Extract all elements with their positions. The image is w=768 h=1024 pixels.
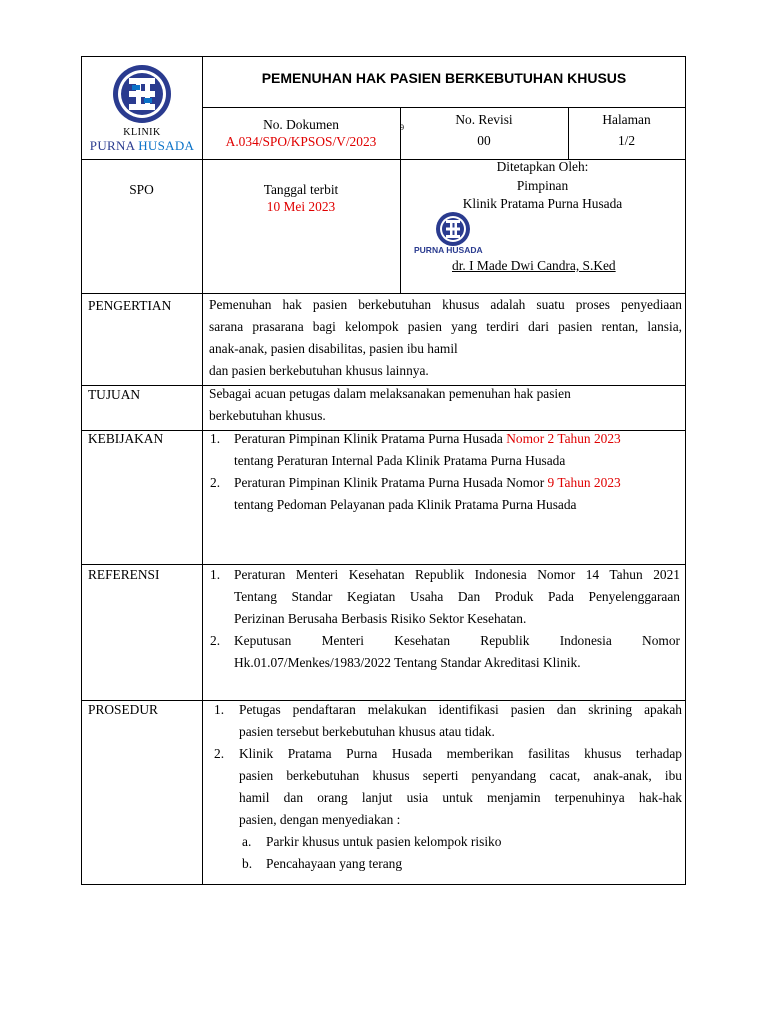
list-item [210,564,680,630]
page-label: Halaman [602,112,651,127]
clinic-stamp [411,211,501,261]
pengertian-line: Pemenuhan hak pasien berkebutuhan khusus adalah suatu proses penyediaan [209,297,682,312]
clinic-logo [86,64,198,156]
prosedur-line: Petugas pendaftaran melakukan identifikasi pasien dan skrining apakah [239,702,682,717]
pengertian-line: sarana prasarana bagi kelompok pasien yang terdiri dari pasien rentan, lansia, [209,319,682,334]
prosedur-sublist [214,831,682,875]
issue-date-cell [202,181,400,215]
kebijakan-ref: Nomor 2 Tahun 2023 [506,431,621,446]
prosedur-list [214,699,682,875]
prosedur-line: hamil dan orang lanjut usia untuk menjamin terpenuhinya hak-hak [239,790,682,805]
sub-list-item [242,853,682,875]
stray-mark: 9 [400,123,404,132]
referensi-line: Hk.01.07/Menkes/1983/2022 Tentang Standar Akreditasi Klinik. [234,655,581,670]
kebijakan-text: Peraturan Pimpinan Klinik Pratama Purna Husada [234,431,507,446]
logo-label-top: KLINIK [123,127,161,138]
issue-date-value: 10 Mei 2023 [266,199,336,214]
list-number: 1. [210,431,221,446]
sub-list-text: Pencahayaan yang terang [266,856,403,871]
sub-list-item [242,831,682,853]
prosedur-line: pasien tersebut berkebutuhan khusus atau tidak. [239,724,495,739]
doc-number-value: A.034/SPO/KPSOS/V/2023 [225,134,377,149]
tujuan-line: Sebagai acuan petugas dalam melaksanakan pemenuhan hak pasien [209,386,571,401]
prosedur-label: PROSEDUR [88,702,158,717]
referensi-line: Tentang Standar Kegiatan Usaha Dan Produk Pada Penyelenggaraan [234,589,680,604]
stamp-label: PURNA HUSADA [414,245,483,255]
revision-label: No. Revisi [455,112,513,127]
logo-word-purna: PURNA [89,138,135,153]
revision-cell [400,109,568,151]
referensi-line: Perizinan Berusaha Berbasis Risiko Sektor Kesehatan. [234,611,527,626]
referensi-label: REFERENSI [88,567,160,582]
list-item [210,630,680,674]
doc-number-label: No. Dokumen [263,117,339,132]
kebijakan-label: KEBIJAKAN [88,431,164,446]
sub-list-letter: b. [242,856,253,871]
approved-by-label: Ditetapkan Oleh: [496,159,589,174]
tujuan-line: berkebutuhan khusus. [209,408,326,423]
sub-list-text: Parkir khusus untuk pasien kelompok risiko [266,834,502,849]
page-cell [568,109,685,151]
approver-title: Pimpinan [516,177,569,193]
list-number: 2. [210,633,221,648]
pengertian-line: dan pasien berkebutuhan khusus lainnya. [209,363,429,378]
doc-number-cell [202,116,400,150]
spo-label: SPO [129,182,154,197]
approval-cell [400,158,685,214]
kebijakan-list [210,428,680,516]
sub-list-letter: a. [242,834,252,849]
list-item [214,743,682,831]
pengertian-line: anak-anak, pasien disabilitas, pasien ibu hamil [209,341,458,356]
logo-word-husada: HUSADA [138,138,195,153]
prosedur-line: pasien, dengan menyediakan : [239,812,401,827]
kebijakan-ref: 9 Tahun 2023 [547,475,621,490]
pengertian-label: PENGERTIAN [88,298,172,313]
page-value: 1/2 [617,133,636,148]
list-item [214,699,682,743]
tujuan-label: TUJUAN [88,387,141,402]
revision-value: 00 [477,133,491,148]
list-number: 1. [214,702,225,717]
referensi-list [210,564,680,674]
clinic-logo-icon [86,64,198,130]
kebijakan-text-cont: tentang Peraturan Internal Pada Klinik Pratama Purna Husada [234,453,566,468]
kebijakan-text-cont: tentang Pedoman Pelayanan pada Klinik Pratama Purna Husada [234,497,577,512]
referensi-line: Keputusan Menteri Kesehatan Republik Indonesia Nomor [234,633,680,648]
tujuan-body [209,383,682,427]
stamp-logo-icon [431,211,475,247]
kebijakan-text: Peraturan Pimpinan Klinik Pratama Purna Husada Nomor [234,475,548,490]
approver-clinic: Klinik Pratama Purna Husada [462,196,623,211]
signatory-name: dr. I Made Dwi Candra, S.Ked [452,258,616,273]
list-number: 1. [210,567,221,582]
issue-date-label: Tanggal terbit [263,182,339,197]
referensi-line: Peraturan Menteri Kesehatan Republik Indonesia Nomor 14 Tahun 2021 [234,567,680,582]
list-number: 2. [210,475,221,490]
prosedur-line: Klinik Pratama Purna Husada memberikan fasilitas khusus terhadap [239,746,682,761]
list-item [210,472,680,516]
list-number: 2. [214,746,225,761]
pengertian-body [209,294,682,382]
document-title: PEMENUHAN HAK PASIEN BERKEBUTUHAN KHUSUS [261,70,627,86]
prosedur-line: pasien berkebutuhan khusus seperti penyandang cacat, anak-anak, ibu [239,768,682,783]
list-item [210,428,680,472]
logo-label-name [86,138,198,153]
